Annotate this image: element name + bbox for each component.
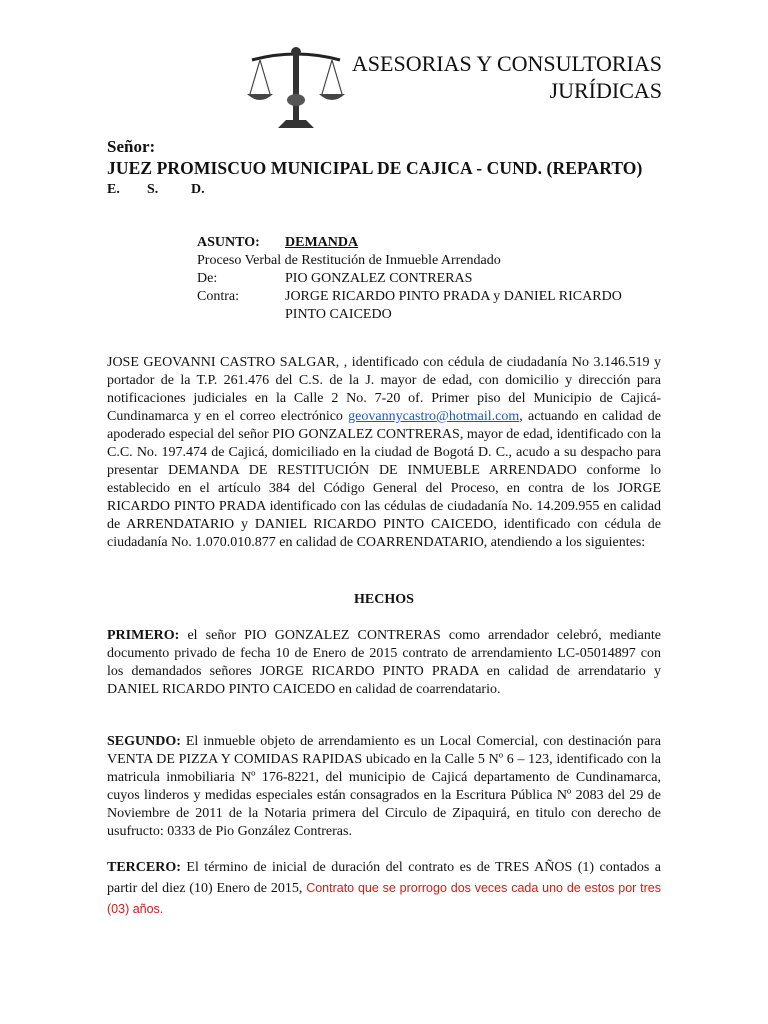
judge-title: JUEZ PROMISCUO MUNICIPAL DE CAJICA - CUND. (REPARTO) — [107, 158, 643, 178]
intro-text-1: JOSE GEOVANNI CASTRO SALGAR, , identificado con cédula de ciudadanía No 3.146.519 y portador de la T.P. 261.476 del C.S. de la J. mayor de edad, con domicilio y dirección para notificaciones judiciales en la Calle 2 No. 7-20 of. Primer piso del Municipio de Cajicá- Cundinamarca y en el correo electrónico — [107, 355, 661, 424]
primero-text: el señor PIO GONZALEZ CONTRERAS como arrendador celebró, mediante documento privado de fecha 10 de Enero de 2015 contrato de arrendamiento LC-05014897 con los demandados señores JORGE RICARDO PINTO PRADA en calidad de arrendatario y DANIEL RICARDO PINTO CAICEDO en calidad de coarrendatario. — [107, 628, 661, 697]
contra-row — [197, 288, 665, 324]
firm-name-line2: JURÍDICAS — [549, 78, 662, 103]
process-type: Proceso Verbal de Restitución de Inmueble Arrendado — [197, 253, 501, 268]
esd-line — [107, 182, 205, 198]
esd-e: E. — [107, 182, 120, 197]
tercero-text: El término de inicial de duración del contrato es de TRES AÑOS (1) contados a partir del diez (10) Enero de 2015, — [107, 860, 661, 896]
esd-s: S. — [147, 182, 159, 197]
de-row — [197, 270, 665, 288]
asunto-label: ASUNTO: — [197, 235, 260, 250]
fact-segundo — [107, 733, 661, 841]
tercero-red-note: Contrato que se prorrogo dos veces cada uno de estos por tres (03) años. — [107, 881, 661, 916]
segundo-text: El inmueble objeto de arrendamiento es un Local Comercial, con destinación para VENTA DE PIZZA Y COMIDAS RAPIDAS ubicado en la Calle 5 Nº 6 – 123, identificado con la matricula inmobiliaria Nº 176-8221, del municipio de Cajicá departamento de Cundinamarca, cuyos linderos y medidas especiales están consagrados en la Escritura Pública Nº 2083 del 29 de Noviembre de 2011 de la Notaria primera del Circulo de Zipaquirá, en titulo con derecho de usufructo: 0333 de Pio González Contreras. — [107, 734, 661, 839]
asunto-row — [197, 234, 665, 252]
salutation: Señor: — [107, 137, 156, 156]
process-row — [197, 252, 665, 270]
tercero-label: TERCERO: — [107, 860, 181, 875]
contra-label: Contra: — [197, 289, 239, 304]
fact-primero — [107, 627, 661, 699]
firm-name-line1: ASESORIAS Y CONSULTORIAS — [351, 51, 662, 76]
primero-label: PRIMERO: — [107, 628, 180, 643]
subject-block — [197, 234, 665, 324]
esd-d: D. — [191, 182, 205, 197]
intro-text-2: , actuando en calidad de apoderado especial del señor PIO GONZALEZ CONTRERAS, mayor de edad, identificado con la C.C. No. 197.474 de Cajicá, domiciliado en la ciudad de Bogotá D. C., acudo a su despacho para presentar DEMANDA DE RESTITUCIÓN DE INMUEBLE ARRENDADO conforme lo establecido en el artículo 384 del Código General del Proceso, en contra de los JORGE RICARDO PINTO PRADA identificado con las cédulas de ciudadanía No. 14.209.955 en calidad de ARRENDATARIO y DANIEL RICARDO PINTO CAICEDO, identificado con cédula de ciudadanía No. 1.070.010.877 en calidad de COARRENDATARIO, atendiendo a los siguientes: — [107, 409, 661, 550]
scales-of-justice-icon — [244, 42, 348, 134]
segundo-label: SEGUNDO: — [107, 734, 181, 749]
contra-value: JORGE RICARDO PINTO PRADA y DANIEL RICARDO PINTO CAICEDO — [285, 289, 622, 322]
de-value: PIO GONZALEZ CONTRERAS — [285, 271, 473, 286]
asunto-value: DEMANDA — [285, 235, 359, 250]
de-label: De: — [197, 271, 218, 286]
intro-paragraph — [107, 354, 661, 552]
firm-name — [352, 50, 662, 104]
facts-heading: HECHOS — [354, 592, 414, 607]
email-link[interactable]: geovannycastro@hotmail.com — [348, 409, 520, 424]
fact-tercero — [107, 857, 661, 920]
